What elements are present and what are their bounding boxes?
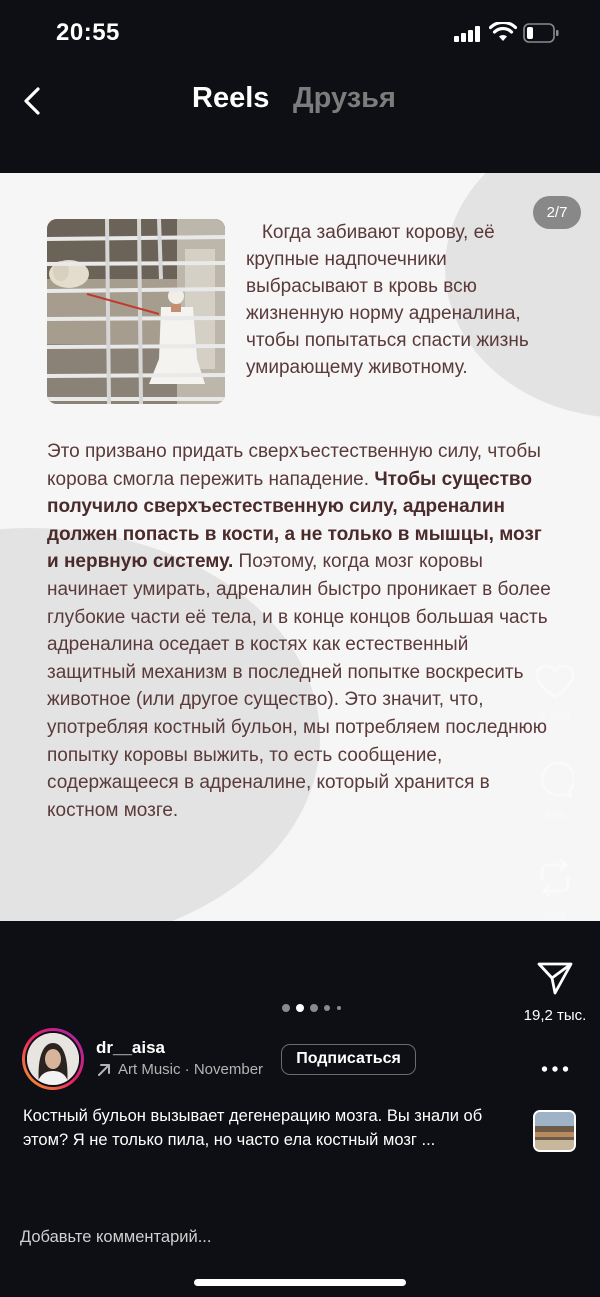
- post-intro-text: Когда забивают корову, её крупные надпочечники выбрасывают в кровь всю жизненную норму адреналина, чтобы попытаться спасти жизнь умирающему животному.: [246, 222, 529, 378]
- follow-button[interactable]: Подписаться: [281, 1044, 416, 1075]
- repost-icon: [536, 857, 574, 899]
- carousel-dot: [310, 1004, 318, 1012]
- comment-icon: [536, 761, 574, 799]
- arrow-up-right-icon: [96, 1062, 112, 1078]
- wifi-icon: [489, 22, 517, 42]
- carousel-dot: [337, 1006, 341, 1010]
- repost-count: 939: [544, 908, 566, 923]
- post-photo: [47, 219, 225, 404]
- like-button[interactable]: [520, 664, 590, 724]
- heart-icon: [535, 664, 575, 700]
- send-icon: [536, 960, 574, 996]
- more-horizontal-icon: [541, 1062, 569, 1076]
- avatar[interactable]: [22, 1028, 84, 1090]
- music-label: Art Music · November: [118, 1061, 264, 1078]
- battery-icon: [523, 23, 559, 43]
- carousel-dot: [324, 1005, 330, 1011]
- comment-button[interactable]: [520, 761, 590, 823]
- tab-reels[interactable]: Reels: [192, 82, 270, 114]
- carousel-dot-active: [296, 1004, 304, 1012]
- signal-icon: [454, 26, 484, 42]
- username[interactable]: dr__aisa: [96, 1038, 165, 1057]
- slide-counter: 2/7: [533, 196, 581, 229]
- comment-count: 306: [544, 808, 566, 823]
- more-options-button[interactable]: [541, 1062, 569, 1076]
- header-tabs: [0, 82, 600, 122]
- share-button[interactable]: [515, 960, 595, 1024]
- carousel-dot: [282, 1004, 290, 1012]
- status-bar: [0, 0, 600, 62]
- post-bold-text: Чтобы существо получило сверхъестественную силу, адреналин должен попасть в кости, а не только в мышцы, мозг и нервную систему.: [47, 468, 542, 573]
- status-time: 20:55: [56, 19, 120, 46]
- comment-input[interactable]: Добавьте комментарий...: [20, 1228, 212, 1246]
- post-body-text: Это призвано придать сверхъестественную силу, чтобы корова смогла пережить нападение. Чтобы существо получило сверхъестественную силу, адреналин должен попасть в кости, а не только в мышцы, мозг и нервную систему. Поэтому, когда мозг коровы начинает умирать, адреналин быстро проникает в более глубокие части её тела, и в конце концов большая часть адреналина оседает в костях как естественный защитный механизм в последней попытке воскресить животное (или другое существо). Это значит, что, употребляя костный бульон, мы потребляем последнюю попытку коровы выжить, то есть сообщение, содержащееся в адреналине, который хранится в костном мозге.: [47, 441, 551, 821]
- share-count: 19,2 тыс.: [523, 1007, 587, 1024]
- repost-button[interactable]: [520, 857, 590, 923]
- post-caption[interactable]: Костный бульон вызывает дегенерацию мозга. Вы знали об этом? Я не только пила, но часто ела костный мозг ...: [23, 1107, 483, 1149]
- audio-thumbnail[interactable]: [533, 1110, 576, 1152]
- post-slide[interactable]: [0, 173, 600, 921]
- avatar-image: [27, 1033, 79, 1085]
- music-info[interactable]: [96, 1061, 263, 1078]
- like-count: 4 903: [538, 709, 572, 724]
- tab-friends[interactable]: Друзья: [293, 82, 396, 114]
- home-indicator: [194, 1279, 406, 1286]
